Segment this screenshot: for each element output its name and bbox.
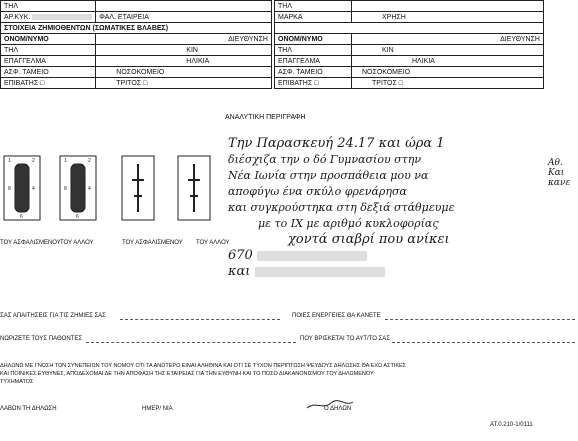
cell: ΗΛΙΚΙΑ: [352, 56, 544, 67]
svg-text:8: 8: [8, 186, 11, 192]
cell: ΜΑΡΚΑ: [275, 12, 352, 23]
svg-text:6: 6: [20, 214, 23, 220]
present-field[interactable]: [392, 342, 575, 343]
passenger-checkbox[interactable]: ΕΠΙΒΑΤΗΣ □: [275, 78, 352, 89]
cell: ΧΡΗΣΗ: [352, 12, 544, 23]
hw-line: χοντά σιαβρί που ανίκει: [288, 232, 450, 247]
cell: [1, 12, 96, 23]
cell: ΔΙΕΥΘΥΝΣΗ: [352, 34, 544, 45]
vehicle-diagrams: [0, 150, 225, 230]
present-label: ΠΟΥ ΒΡΙΣΚΕΤΑΙ ΤΟ ΑΥΤ/ΤΟ ΣΑΣ: [300, 336, 390, 342]
third-party-checkbox[interactable]: ΤΡΙΤΟΣ □: [96, 78, 272, 89]
witnesses-label: ΝΩΡΙΖΕΤΕ ΤΟΥΣ ΠΑΘΟΝΤΕΣ: [0, 336, 83, 342]
cell: ΤΗΛ: [275, 45, 352, 56]
damaged-party-table-left: [0, 0, 272, 89]
cell: ΕΠΑΓΓΕΛΜΑ: [1, 56, 96, 67]
hw-margin: κανε: [548, 178, 571, 188]
cell: ΤΗΛ: [275, 1, 352, 12]
claims-field[interactable]: [120, 319, 280, 320]
svg-text:1: 1: [64, 158, 67, 164]
date-label: ΗΜΕΡ/ ΝΙΑ: [142, 406, 173, 412]
label-moto-other: ΤΟΥ ΑΛΛΟΥ: [196, 240, 230, 246]
svg-text:2: 2: [32, 158, 35, 164]
cell: ΤΗΛ: [1, 45, 96, 56]
handwritten-margin: [548, 158, 570, 188]
decl-line: ΚΑΙ ΠΟΙΝΙΚΕΣ ΕΥΘΥΝΕΣ, ΑΠΟΔΕΧΟΜΑΙ ΔΕ ΤΗΝ ΑΠΟΦΑΣΗ ΤΗΣ ΕΤΑΙΡΕΙΑΣ ΓΙΑ ΤΗΝ ΕΥΘΥΝΗ ΚΑΙ ΤΟ ΠΟΣΟ ΔΙΑΚΑΝΟΝΙΣΜΟΥ ΤΟΥ ΔΗΛΩΜΕΝΟΥ: [0, 371, 374, 377]
svg-text:4: 4: [32, 186, 35, 192]
handwritten-description: [228, 136, 454, 280]
redacted-field: [255, 267, 385, 277]
form-code: ΑΤ.0.210-1/0111: [490, 422, 533, 428]
svg-text:4: 4: [88, 186, 91, 192]
car-icon: [71, 164, 85, 212]
witnesses-field[interactable]: [86, 342, 296, 343]
hw-line: και συγκρούστηκα στη δεξιά στάθμευμε: [228, 201, 455, 214]
cell: [352, 1, 544, 12]
third-party-checkbox[interactable]: ΤΡΙΤΟΣ □: [352, 78, 544, 89]
hw-line: 670: [228, 248, 454, 264]
label-moto-insured: ΤΟΥ ΑΣΦΑΛΙΣΜΕΝΟΥ: [122, 240, 183, 246]
cell: ΗΛΙΚΙΑ: [96, 56, 272, 67]
cell: ΑΣΦ. ΤΑΜΕΙΟ: [1, 67, 96, 78]
svg-text:8: 8: [64, 186, 67, 192]
svg-text:1: 1: [8, 158, 11, 164]
declarant-label: Ο ΔΗΛΩΝ: [324, 406, 352, 412]
hw-line: Νέα Ιωνία στην προσπάθεια μου να: [228, 169, 429, 182]
cell: ΔΙΕΥΘΥΝΣΗ: [96, 34, 272, 45]
redacted-field: [257, 251, 367, 261]
decl-line: ΔΗΛΩΝΩ ΜΕ ΓΝΩΣΗ ΤΩΝ ΣΥΝΕΠΕΙΩΝ ΤΟΥ ΝΟΜΟΥ ΟΤΙ ΤΑ ΑΝΩΤΕΡΩ ΕΙΝΑΙ ΑΛΗΘΙΝΑ ΚΑΙ ΟΤΙ ΣΕ ΤΥΧΟΝ ΠΕΡΙΠΤΩΣΗ ΨΕΥΔΟΥΣ ΔΗΛΩΣΗΣ ΘΑ ΕΧΩ ΑΣΤΙΚΕΣ: [0, 363, 407, 369]
hw-line: και: [228, 264, 454, 280]
cell: ΕΠΑΓΓΕΛΜΑ: [275, 56, 352, 67]
hw-line: Την Παρασκευή 24.17 και ώρα 1: [228, 136, 445, 151]
section-header: ΣΤΟΙΧΕΙΑ ΖΗΜΙΟΘΕΝΤΩΝ (ΣΩΜΑΤΙΚΕΣ ΒΛΑΒΕΣ): [1, 23, 272, 34]
hw-line: με το ΙΧ με αριθμό κυκλοφορίας: [258, 217, 439, 230]
svg-text:2: 2: [88, 158, 91, 164]
cell: ΝΟΣΟΚΟΜΕΙΟ: [352, 67, 544, 78]
cell: [275, 23, 544, 34]
motorcycle-icon: [132, 164, 144, 212]
damaged-party-table-right: [274, 0, 544, 89]
svg-text:6: 6: [76, 214, 79, 220]
cell: ΚΙΝ: [96, 45, 272, 56]
hw-line: αποφύγω ένα σκύλο φρενάρησα: [228, 185, 407, 198]
cell: ΦΑΛ. ΕΤΑΙΡΕΙΑ: [96, 12, 272, 23]
hw-margin: Αθ.: [548, 158, 563, 168]
cell: ΟΝΟΜ/ΝΥΜΟ: [1, 34, 96, 45]
actions-label: ΠΟΙΕΣ ΕΝΕΡΓΕΙΕΣ ΘΑ ΚΑΝΕΤΕ: [292, 313, 381, 319]
motorcycle-icon: [188, 164, 200, 212]
actions-field[interactable]: [385, 319, 575, 320]
hw-line: διέσχιζα την ο δό Γυμνασίου στην: [228, 153, 422, 166]
redacted-field: [32, 14, 92, 20]
detail-title: ΑΝΑΛΥΤΙΚΗ ΠΕΡΙΓΡΑΦΗ: [225, 114, 306, 121]
passenger-checkbox[interactable]: ΕΠΙΒΑΤΗΣ □: [1, 78, 96, 89]
received-label: ΛΑΒΩΝ ΤΗ ΔΗΛΩΣΗ: [0, 406, 57, 412]
label-car-other: ΤΟΥ ΑΛΛΟΥ: [60, 240, 94, 246]
claims-label: ΣΑΣ ΑΠΑΙΤΗΣΕΙΣ ΓΙΑ ΤΙΣ ΖΗΜΙΕΣ ΣΑΣ: [0, 313, 106, 319]
car-icon: [15, 164, 29, 212]
cell: ΤΗΛ: [1, 1, 96, 12]
hw-margin: Και: [548, 168, 565, 178]
cell: [96, 1, 272, 12]
declaration-text: [0, 362, 575, 386]
cell: ΝΟΣΟΚΟΜΕΙΟ: [96, 67, 272, 78]
plate-label: ΑΡ.ΚΥΚ.: [4, 13, 31, 21]
decl-line: ΤΥΧΗΜΑΤΟΣ: [0, 379, 34, 385]
label-car-insured: ΤΟΥ ΑΣΦΑΛΙΣΜΕΝΟΥ: [0, 240, 61, 246]
cell: ΑΣΦ. ΤΑΜΕΙΟ: [275, 67, 352, 78]
cell: ΟΝΟΜ/ΝΥΜΟ: [275, 34, 352, 45]
cell: ΚΙΝ: [352, 45, 544, 56]
